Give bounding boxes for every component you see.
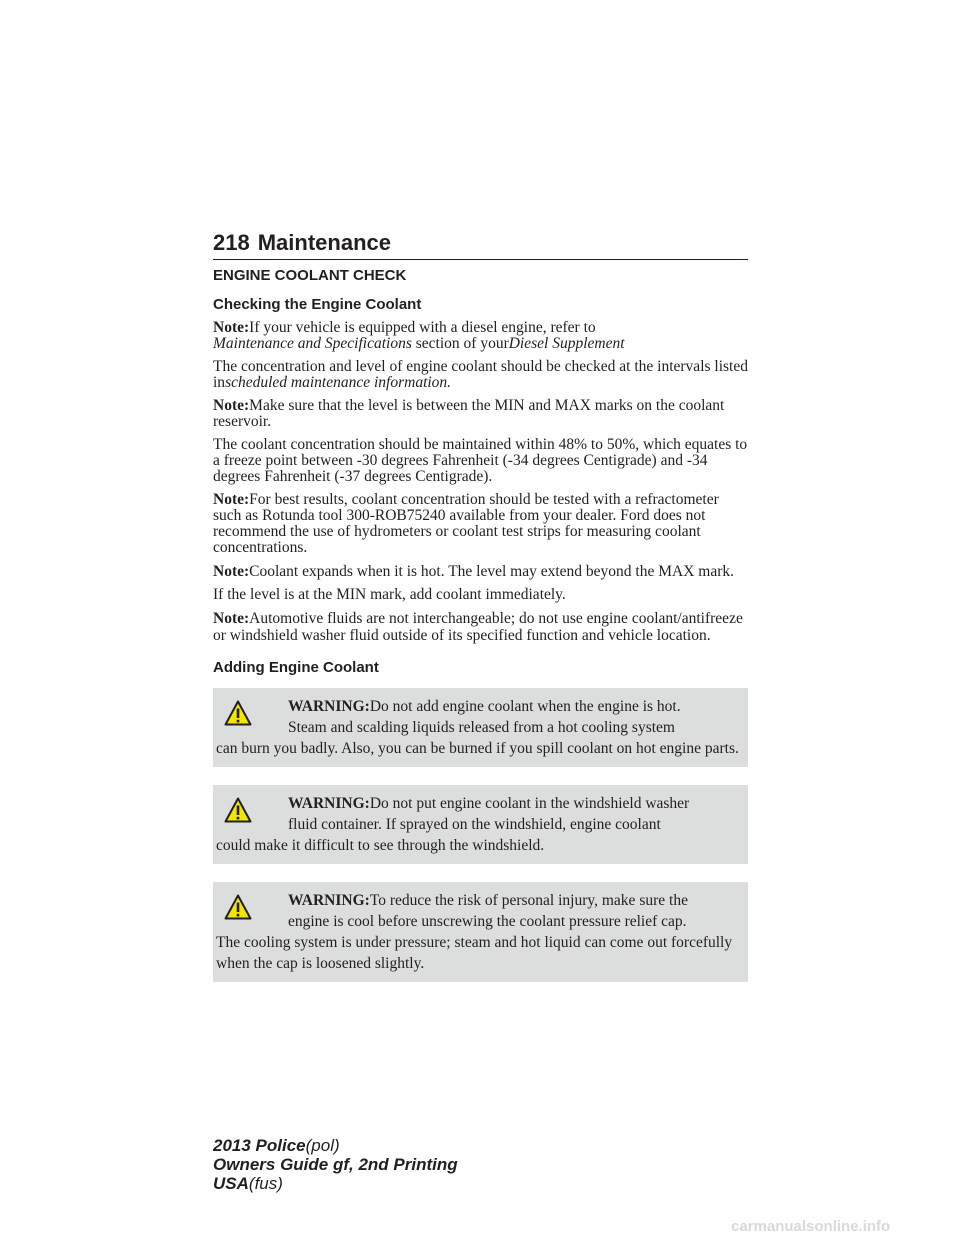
warning-triangle-icon bbox=[224, 700, 252, 726]
page-header bbox=[213, 230, 748, 256]
para-min-mark: If the level is at the MIN mark, add coolant immediately. bbox=[213, 586, 566, 603]
note-coolant-expands: Note:Coolant expands when it is hot. The level may extend beyond the MAX mark. bbox=[213, 563, 735, 580]
para-concentration-check: The concentration and level of engine coolant should be checked at the intervals listed inscheduled maintenance information. bbox=[213, 358, 748, 391]
warning-box: WARNING:To reduce the risk of personal injury, make sure the engine is cool before unscrewing the coolant pressure relief cap. The cooling system is under pressure; steam and hot liquid can come out forcefully when the cap is loosened slightly. bbox=[213, 882, 748, 982]
warning-triangle-icon bbox=[224, 797, 252, 823]
note-diesel: Note:If your vehicle is equipped with a diesel engine, refer to Maintenance and Specifications section of yourDiesel Supplement bbox=[213, 319, 625, 352]
warning-box: WARNING:Do not add engine coolant when the engine is hot. Steam and scalding liquids released from a hot cooling system can burn you badly. Also, you can be burned if you spill coolant on hot engine parts. bbox=[213, 688, 748, 767]
note-fluids: Note:Automotive fluids are not interchangeable; do not use engine coolant/antifreeze or windshield washer fluid outside of its specified function and vehicle location. bbox=[213, 610, 743, 644]
header-rule bbox=[213, 259, 748, 260]
subsection-adding-heading: Adding Engine Coolant bbox=[213, 659, 379, 676]
chapter-title: Maintenance bbox=[257, 230, 391, 255]
note-refractometer: Note:For best results, coolant concentration should be tested with a refractometer such as Rotunda tool 300-ROB75240 available from your dealer. Ford does not recommend the use of hydrometers or coolant test strips for measuring coolant concentrations. bbox=[213, 491, 719, 556]
section-title: ENGINE COOLANT CHECK bbox=[213, 267, 407, 284]
note-min-max: Note:Make sure that the level is between the MIN and MAX marks on the coolant reservoir. bbox=[213, 397, 725, 430]
page-number: 218 bbox=[213, 230, 250, 255]
page-content bbox=[213, 266, 748, 1000]
subsection-checking-heading: Checking the Engine Coolant bbox=[213, 296, 422, 313]
warning-box: WARNING:Do not put engine coolant in the windshield washer fluid container. If sprayed on the windshield, engine coolant could make it difficult to see through the windshield. bbox=[213, 785, 748, 864]
page-footer: 2013 Police(pol) Owners Guide gf, 2nd Printing USA(fus) bbox=[213, 1136, 458, 1193]
para-freeze-point: The coolant concentration should be maintained within 48% to 50%, which equates to a freeze point between -30 degrees Fahrenheit (-34 degrees Centigrade) and -34 degrees Fahrenheit (-37 degrees Centigrade). bbox=[213, 436, 748, 485]
watermark: carmanualsonline.info bbox=[731, 1218, 891, 1235]
warning-triangle-icon bbox=[224, 894, 252, 920]
